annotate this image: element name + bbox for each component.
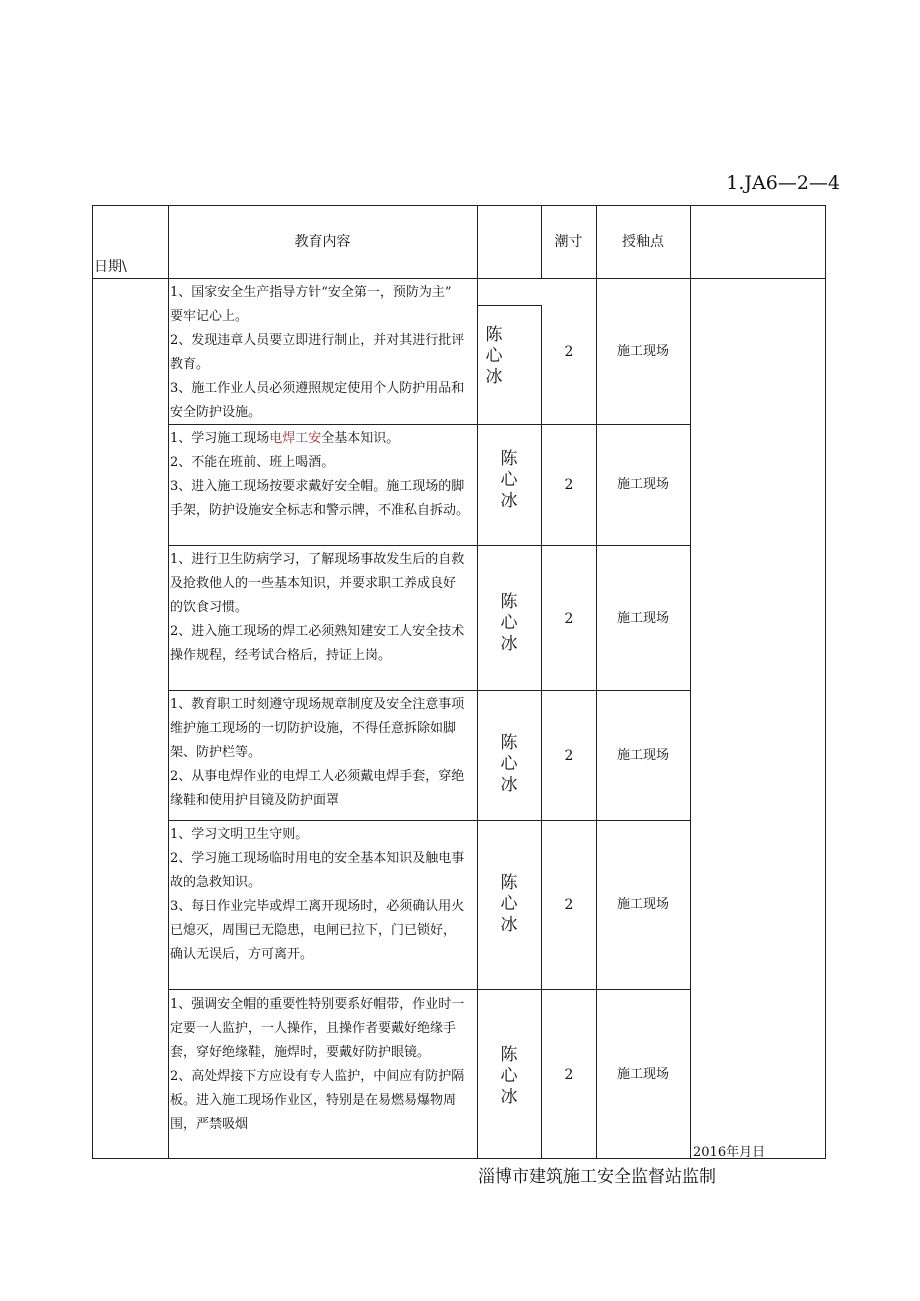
row-6-hours: 2 bbox=[564, 1067, 574, 1083]
header-place: 授釉点 bbox=[622, 234, 664, 250]
table-border-left bbox=[92, 205, 93, 1159]
row-2-teacher: 陈心冰 bbox=[500, 449, 518, 511]
column-divider-date bbox=[168, 205, 169, 1159]
content-line: 要牢记心上。 bbox=[170, 309, 249, 324]
row-3-hours: 2 bbox=[564, 611, 574, 627]
content-line: 安全防护设施。 bbox=[170, 405, 262, 420]
row-3-place: 施工现场 bbox=[616, 611, 669, 626]
content-line: 架、防护栏等。 bbox=[170, 745, 262, 760]
row-5-content bbox=[170, 823, 480, 967]
content-line: 3、每日作业完毕或焊工离开现场时，必须确认用火 bbox=[170, 899, 465, 914]
content-line: 确认无误后，方可离开。 bbox=[170, 947, 314, 962]
document-code: 1.JA6—2—4 bbox=[726, 172, 840, 194]
content-line: 2、不能在班前、班上喝酒。 bbox=[170, 455, 335, 470]
table-border-top bbox=[92, 205, 826, 206]
row-1-teacher: 陈心冰 bbox=[485, 325, 503, 387]
row-4-hours: 2 bbox=[564, 748, 574, 764]
content-line: 定要一人监护，一人操作，且操作者要戴好绝缘手 bbox=[170, 1021, 457, 1036]
content-line: 手架，防护设施安全标志和警示牌，不准私自拆动。 bbox=[170, 503, 470, 518]
row-line-3 bbox=[168, 545, 691, 546]
content-line: 1、教育职工时刻遵守现场规章制度及安全注意事项 bbox=[170, 697, 465, 712]
row-line-6 bbox=[168, 989, 691, 990]
row-5-place: 施工现场 bbox=[616, 897, 669, 912]
content-line: 故的急救知识。 bbox=[170, 875, 262, 890]
header-hours: 潮寸 bbox=[554, 234, 583, 250]
header-date: 日期\ bbox=[94, 259, 127, 275]
content-line: 2、高处焊接下方应设有专人监护，中间应有防护隔 bbox=[170, 1069, 465, 1084]
content-line: 1、学习施工现场电焊工安全基本知识。 bbox=[170, 431, 400, 446]
row-6-content bbox=[170, 993, 480, 1137]
row-2-content bbox=[170, 427, 480, 523]
column-divider-place bbox=[690, 205, 691, 1159]
row-2-hours: 2 bbox=[564, 477, 574, 493]
row-5-teacher: 陈心冰 bbox=[500, 873, 518, 935]
content-line: 2、从事电焊作业的电焊工人必须戴电焊手套，穿绝 bbox=[170, 769, 465, 784]
row-line-5 bbox=[168, 820, 691, 821]
content-line: 2、学习施工现场临时用电的安全基本知识及触电事 bbox=[170, 851, 465, 866]
row-1-hours: 2 bbox=[564, 344, 574, 360]
row-4-place: 施工现场 bbox=[616, 748, 669, 763]
header-content: 教育内容 bbox=[294, 234, 351, 250]
row-6-teacher: 陈心冰 bbox=[500, 1045, 518, 1107]
content-line: 套，穿好绝缘鞋，施焊时，要戴好防护眼镜。 bbox=[170, 1045, 431, 1060]
content-line: 维护施工现场的一切防护设施，不得任意拆除如脚 bbox=[170, 721, 457, 736]
content-line: 1、强调安全帽的重要性特别要系好帽带，作业时一 bbox=[170, 997, 465, 1012]
content-line: 操作规程，经考试合格后，持证上岗。 bbox=[170, 648, 392, 663]
row-1-place: 施工现场 bbox=[616, 344, 669, 359]
content-line: 围，严禁吸烟 bbox=[170, 1117, 249, 1132]
row-4-teacher: 陈心冰 bbox=[500, 733, 518, 795]
content-line: 1、国家安全生产指导方针“安全第一，预防为主” bbox=[170, 285, 452, 300]
content-line: 1、进行卫生防病学习，了解现场事故发生后的自救 bbox=[170, 552, 465, 567]
column-divider-teacher-body bbox=[541, 305, 542, 1159]
content-line: 教育。 bbox=[170, 357, 210, 372]
row-1-content bbox=[170, 281, 480, 425]
row-3-content bbox=[170, 548, 480, 668]
content-line: 板。进入施工现场作业区，特别是在易燃易爆物周 bbox=[170, 1093, 457, 1108]
row-3-teacher: 陈心冰 bbox=[500, 592, 518, 654]
footer-issuer: 淄博市建筑施工安全监督站监制 bbox=[478, 1167, 716, 1187]
row-6-place: 施工现场 bbox=[616, 1067, 669, 1082]
table-border-right bbox=[825, 205, 826, 1159]
header-bottom-line bbox=[92, 278, 826, 279]
highlighted-text: 电焊工安 bbox=[269, 431, 322, 446]
row-4-content bbox=[170, 693, 480, 813]
content-line: 2、进入施工现场的焊工必须熟知建安工人安全技术 bbox=[170, 624, 465, 639]
content-line: 3、进入施工现场按要求戴好安全帽。施工现场的脚 bbox=[170, 479, 465, 494]
content-line: 缘鞋和使用护目镜及防护面罩 bbox=[170, 793, 340, 808]
content-line: 1、学习文明卫生守则。 bbox=[170, 827, 309, 842]
content-line: 已熄灭，周围已无隐患，电闸已拉下，门已锁好， bbox=[170, 923, 457, 938]
content-line: 2、发现违章人员要立即进行制止，并对其进行批评 bbox=[170, 333, 465, 348]
content-line: 的饮食习惯。 bbox=[170, 600, 249, 615]
row-line-1-teacher bbox=[477, 305, 542, 306]
content-line: 3、施工作业人员必须遵照规定使用个人防护用品和 bbox=[170, 381, 465, 396]
content-line: 及抢救他人的一些基本知识，并要求职工养成良好 bbox=[170, 576, 457, 591]
row-2-place: 施工现场 bbox=[616, 477, 669, 492]
column-divider-hours bbox=[596, 205, 597, 1159]
row-line-4 bbox=[168, 690, 691, 691]
row-5-hours: 2 bbox=[564, 897, 574, 913]
date-note: 2016年月日 bbox=[693, 1145, 766, 1160]
